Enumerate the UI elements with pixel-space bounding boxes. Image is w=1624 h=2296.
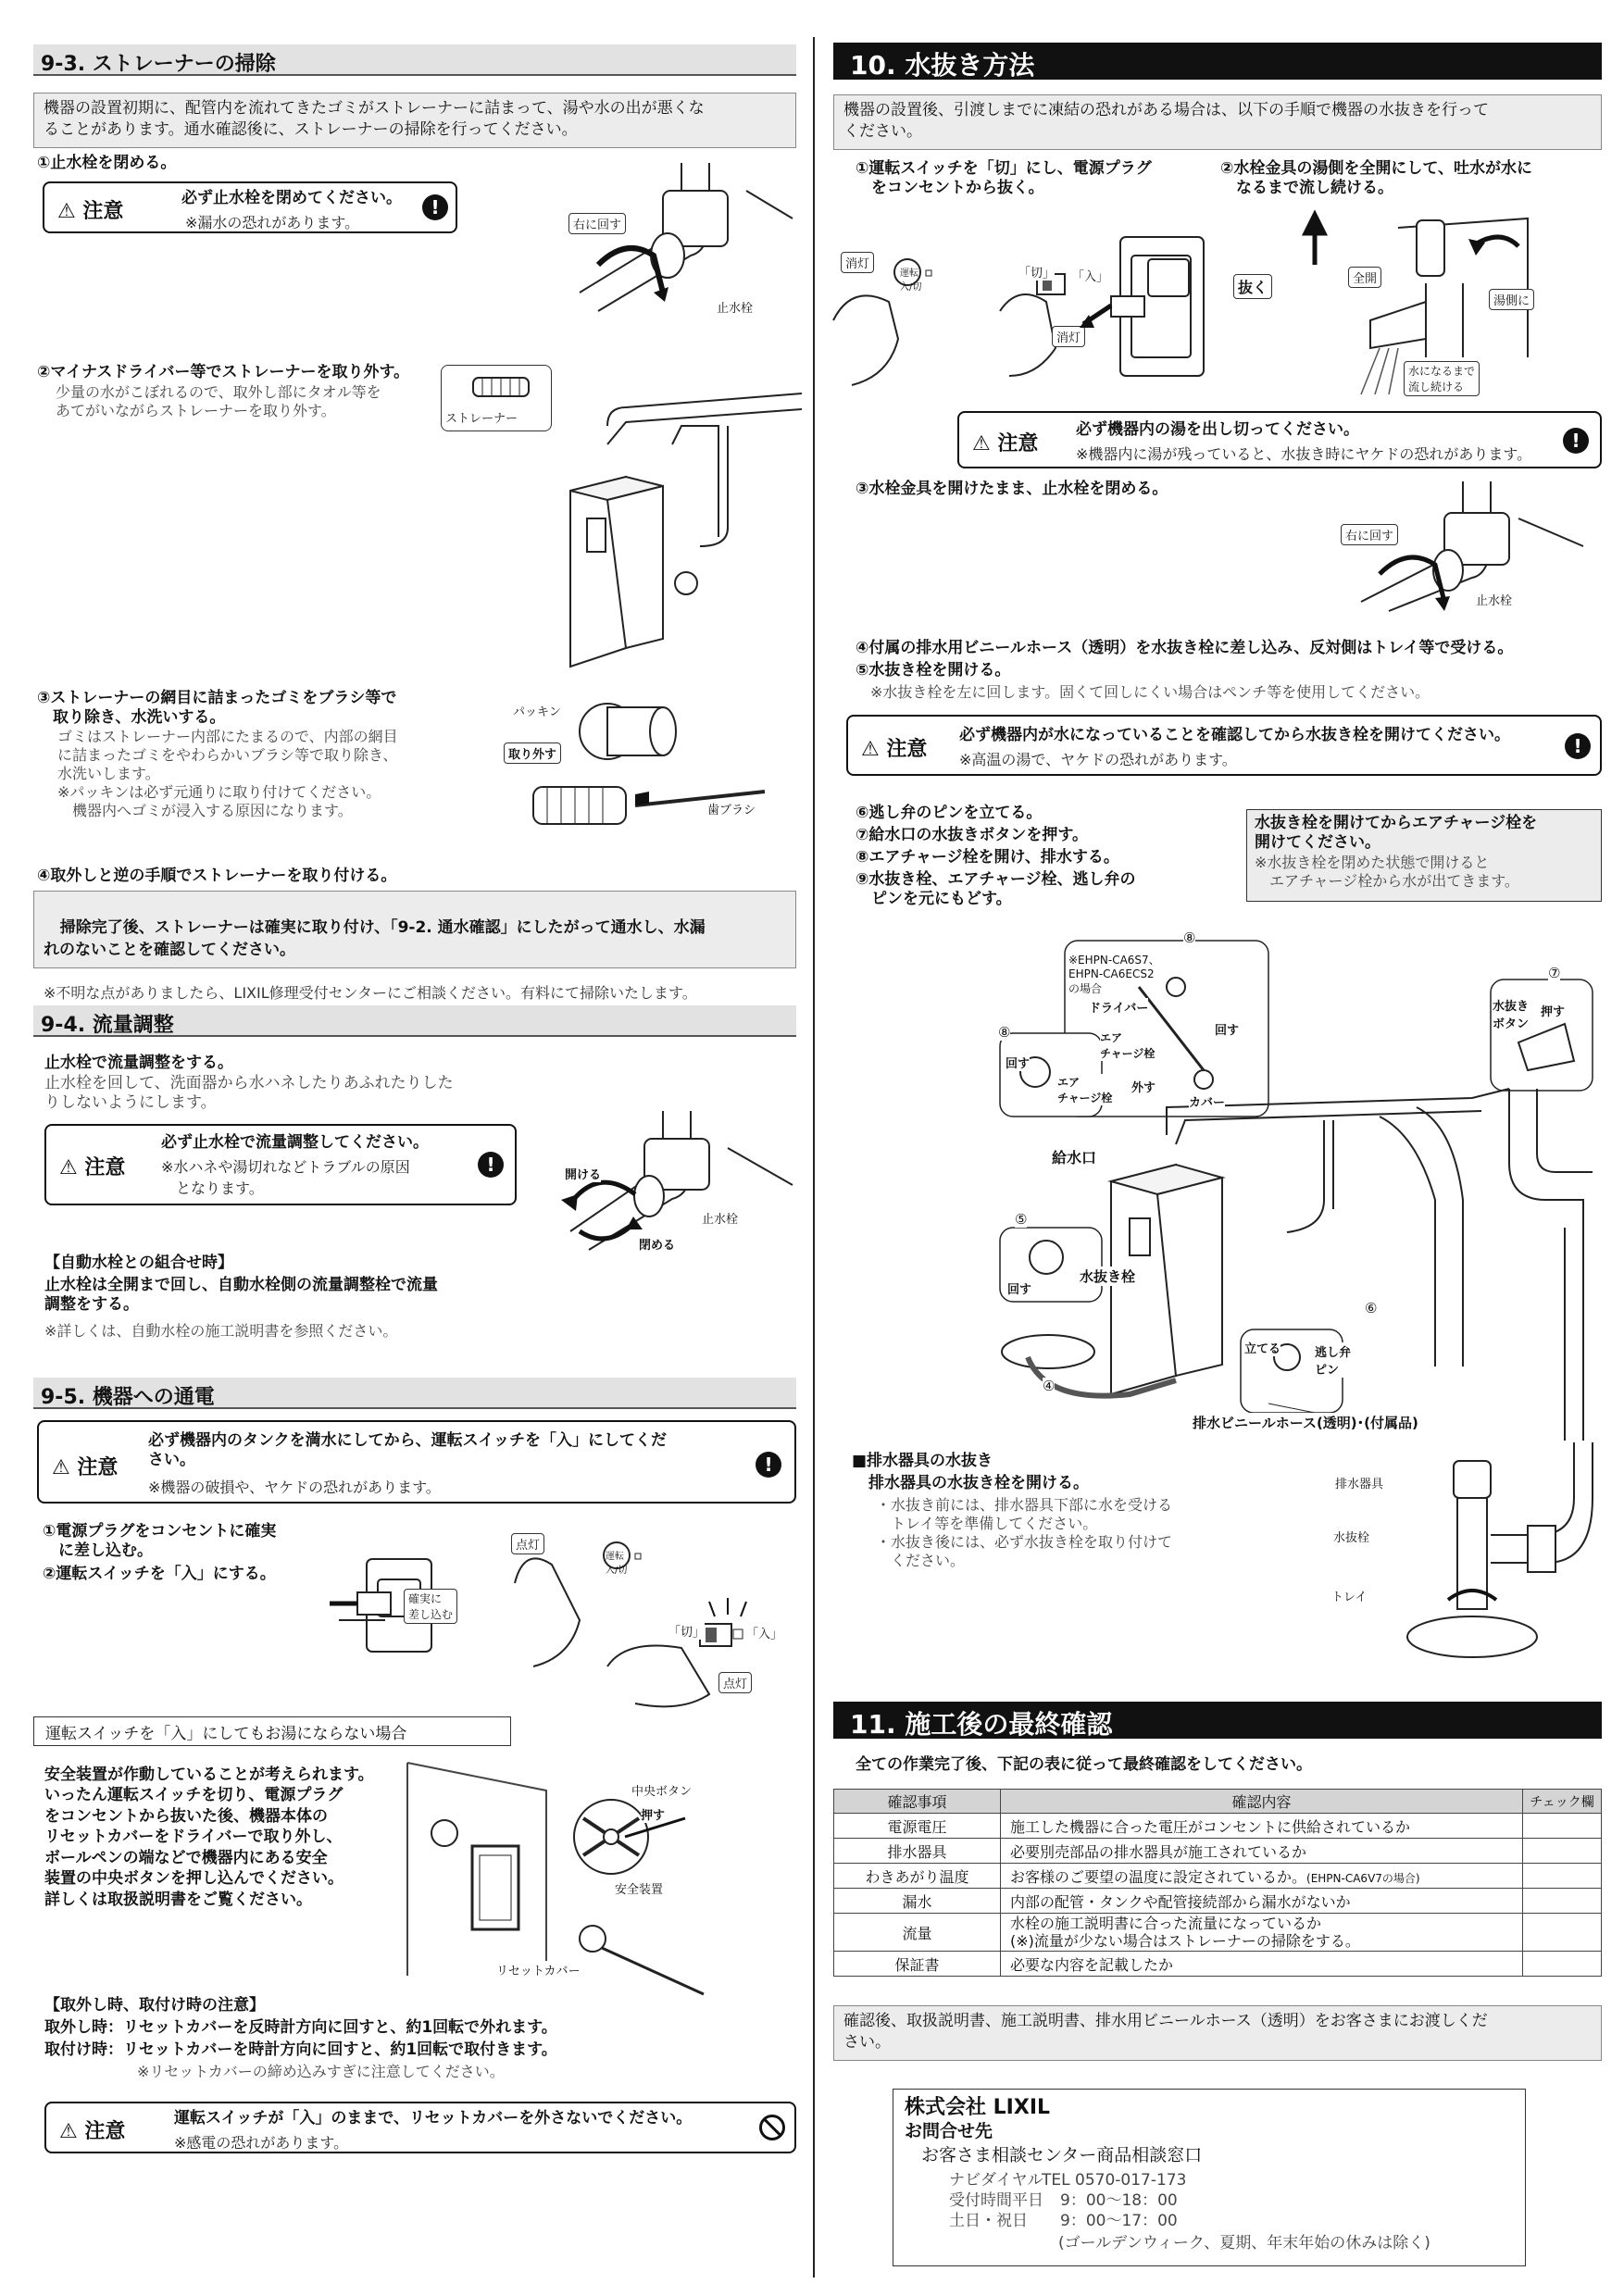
contact-box [893,2089,1526,2266]
step-clean-strainer-note: ゴミはストレーナー内部にたまるので、内部の網目 に詰まったゴミをやわらかいブラシ等で取り除き、 水洗いします。 ※パッキンは必ず元通りに取り付けてください。 機器内へゴミが浸入する原因になります。 [57,728,398,819]
caution-power [37,1420,796,1504]
on-label: 「入」 [1072,267,1108,284]
flow-adjust-note: 止水栓を回して、洗面器から水ハネしたりあふれたりした りしないようにします。 [44,1074,454,1113]
turn-right-label: 右に回す [568,213,626,234]
caution-label: ⚠ 注意 [972,432,1039,455]
caution-warning: 運転スイッチが「入」のままで、リセットカバーを外さないでください。 [174,2109,693,2128]
heater-unit-illustration [533,389,802,667]
drain-step-4: ④付属の排水用ビニールホース（透明）を水抜き栓に差し込み、反対側はトレイ等で受ける。 [856,639,1514,657]
lamp-off-label: 消灯 [841,252,874,273]
remove-note: 取外し時：リセットカバーを反時計方向に回すと、約1回転で外れます。 [44,2018,557,2037]
caution-label: ⚠ 注意 [861,738,928,761]
step-reinstall-strainer: ④取外しと逆の手順でストレーナーを取り付ける。 [37,867,397,885]
inquiry-label: お問合せ先 [905,2121,993,2141]
air-charge-notice: 水抜き栓を開けてからエアチャージ栓を 開けてください。 [1255,814,1538,853]
caution-note: ※水ハネや湯切れなどトラブルの原因 となります。 [161,1158,410,1197]
drain-step-2: ②水栓金具の湯側を全開にして、吐水が水に なるまで流し続ける。 [1220,159,1533,198]
diagram-marker-8b: ⑧ [998,1024,1011,1041]
check-item: わきあがり温度 [834,1864,1001,1889]
section-10-title: 10. 水抜き方法 [833,43,1602,80]
drain-fixture-step: 排水器具の水抜き栓を開ける。 [868,1474,1089,1492]
caution-note: ※感電の恐れがあります。 [174,2134,349,2152]
caution-label: ⚠ 注意 [52,1456,119,1479]
caution-label: ⚠ 注意 [59,2120,126,2143]
lamp-on-label-2: 点灯 [718,1672,752,1693]
final-check-table [833,1789,1602,1977]
drain-fixture-illustration [1352,1442,1593,1665]
step-remove-strainer-note: 少量の水がこぼれるので、取外し部にタオル等を あてがいながらストレーナーを取り外す。 [56,383,381,419]
exclamation-icon: ! [1563,428,1589,454]
reset-button-illustration [407,1763,796,1976]
diagram-marker-7: ⑦ [1548,965,1561,981]
section-9-3-intro: 機器の設置初期に、配管内を流れてきたゴミがストレーナーに詰まって、湯や水の出が悪くな ることがあります。通水確認後に、ストレーナーの掃除を行ってください。 [33,93,796,148]
hot-side-label: 湯側に [1489,289,1534,310]
insert-firmly-label: 確実に 差し込む [404,1589,457,1624]
step-close-valve: ①止水栓を閉める。 [37,154,177,172]
diagram-marker-5: ⑤ [1015,1211,1028,1228]
install-note: 取付け時：リセットカバーを時計方向に回すと、約1回転で取付きます。 [44,2040,557,2059]
diagram-marker-4: ④ [1043,1378,1056,1394]
check-content: 必要な内容を記載したか [1001,1952,1523,1977]
valve-label: 止水栓 [717,298,753,316]
section-10-intro: 機器の設置後、引渡しまでに凍結の恐れがある場合は、以下の手順で機器の水抜きを行って ください。 [833,94,1602,150]
strainer-cleaning-illustration [496,704,774,842]
column-divider [813,37,815,2277]
auto-faucet-note: ※詳しくは、自動水栓の施工説明書を参照ください。 [44,1322,398,1340]
check-content: 水栓の施工説明書に合った流量になっているか (※)流量が少ない場合はストレーナーの掃除をする。 [1001,1914,1523,1952]
cleaning-complete-text: 掃除完了後、ストレーナーは確実に取り付け、「9-2. 通水確認」にしたがって通水し、水漏 れのないことを確認してください。 [44,918,706,959]
warning-triangle-icon: ⚠ [59,1156,78,1179]
drain-fixture-label: 排水器具 [1335,1474,1383,1491]
table-row [834,1814,1602,1839]
section-11-title: 11. 施工後の最終確認 [833,1702,1602,1739]
caution-reset-cover [44,2102,796,2153]
diagram-marker-8a: ⑧ [1183,930,1196,946]
valve-close-illustration-2 [1333,481,1583,611]
remove-install-title: 【取外し時、取付け時の注意】 [44,1996,265,2015]
prohibited-icon [759,2115,785,2140]
check-content: 内部の配管・タンクや配管接続部から漏水がないか [1001,1889,1523,1914]
trouble-title: 運転スイッチを「入」にしてもお湯にならない場合 [33,1716,511,1746]
handover-note: 確認後、取扱説明書、施工説明書、排水用ビニールホース（透明）をお客さまにお渡しくだ さい。 [833,2005,1602,2061]
drain-plug-label-2: 水抜栓 [1333,1528,1369,1545]
table-row [834,1889,1602,1914]
tray-label: トレイ [1331,1587,1367,1604]
section-9-4-title: 9-4. 流量調整 [33,1005,796,1037]
caution-note: ※機器内に湯が残っていると、水抜き時にヤケドの恐れがあります。 [1076,445,1532,463]
turn-label-8a: 回す [1215,1020,1239,1038]
col-header-item: 確認事項 [834,1790,1001,1814]
drain-step-5: ⑤水抜き栓を開ける。 [856,661,1011,680]
air-charge-label-8b: エア チャージ栓 [1057,1076,1113,1104]
outlet-unplug-illustration [1111,231,1213,361]
warning-triangle-icon: ⚠ [52,1456,70,1479]
unplug-label: 抜く [1233,274,1272,299]
hours-weekend-label: 土日・祝日 [949,2212,1028,2230]
check-item: 漏水 [834,1889,1001,1914]
exclamation-icon: ! [478,1152,504,1178]
caution-flow-adjust [44,1124,517,1205]
holiday-note: (ゴールデンウィーク、夏期、年末年始の休みは除く) [1058,2234,1430,2252]
relief-pin-label: 逃し弁 ピン [1315,1342,1351,1378]
check-cell[interactable] [1523,1952,1602,1977]
consultation-center: お客さま相談センター商品相談窓口 [921,2145,1203,2165]
drain-step-8: ⑧エアチャージ栓を開け、排水する。 [856,848,1119,867]
lamp-on-label: 点灯 [511,1533,544,1554]
warning-triangle-icon: ⚠ [861,738,880,761]
caution-note: ※高温の湯で、ヤケドの恐れがあります。 [959,751,1237,768]
drain-step-3: ③水栓金具を開けたまま、止水栓を閉める。 [856,480,1168,498]
until-water-label: 水になるまで 流し続ける [1404,361,1480,396]
lamp-off-label-2: 消灯 [1052,326,1085,347]
caution-drain-plug [846,715,1602,776]
screwdriver-label: ドライバー [1089,998,1148,1016]
center-button-label: 中央ボタン [631,1781,692,1799]
air-charge-notice-note: ※水抜き栓を閉めた状態で開けると エアチャージ栓から水が出てきます。 [1255,853,1519,890]
check-content: 必要別売部品の排水器具が施工されているか [1001,1839,1523,1864]
trouble-text: 安全装置が作動していることが考えられます。 いったん運転スイッチを切り、電源プラグ をコンセントから抜いた後、機器本体の リセットカバーをドライバーで取り外し、 ボールペンの端などで機器内にある安全 装置の中央ボタンを押し込んでください。 詳しくは取扱説明書をご覧ください。 [44,1766,374,1909]
caution-note: ※漏水の恐れがあります。 [185,214,360,231]
section-9-5-title: 9-5. 機器への通電 [33,1378,796,1409]
section-11-intro: 全ての作業完了後、下記の表に従って最終確認をしてください。 [856,1755,1312,1774]
off-label: 「切」 [668,1622,705,1640]
drain-fixture-title: ■排水器具の水抜き [852,1452,993,1470]
on-label: 「入」 [746,1624,782,1641]
reset-cover-label: リセットカバー [496,1961,580,1978]
drain-step-6: ⑥逃し弁のピンを立てる。 [856,804,1043,822]
col-header-check: チェック欄 [1523,1790,1602,1814]
step-plug-in: ①電源プラグをコンセントに確実 に差し込む。 [43,1522,277,1561]
check-item: 保証書 [834,1952,1001,1977]
push-label-7: 押す [1541,1002,1565,1019]
valve-close-illustration [561,163,793,320]
valve-label: 止水栓 [702,1209,738,1227]
turn-right-label: 右に回す [1341,524,1398,545]
caution-note: ※機器の破損や、ヤケドの恐れがあります。 [148,1479,441,1496]
applicable-models-label: ※EHPN-CA6S7、 EHPN-CA6ECS2 の場合 [1068,954,1160,995]
table-row [834,1952,1602,1977]
close-label: 閉める [639,1235,675,1253]
navi-dial-label: ナビダイヤル [949,2171,1043,2190]
strainer-label: ストレーナー [445,408,518,426]
caution-warning: 必ず止水栓を閉めてください。 [181,189,402,207]
air-charge-notice-box [1246,809,1602,902]
check-item: 電源電圧 [834,1814,1001,1839]
drain-plug-label: 水抜き栓 [1080,1268,1136,1285]
overtighten-note: ※リセットカバーの締め込みすぎに注意してください。 [137,2063,505,2080]
auto-faucet-title: 【自動水栓との組合せ時】 [44,1254,233,1272]
drain-fixture-note: ・水抜き前には、排水器具下部に水を受ける トレイ等を準備してください。 ・水抜き後には、必ず水抜き栓を取り付けて ください。 [876,1496,1173,1569]
check-cell[interactable] [1523,1839,1602,1864]
drain-step-5-note: ※水抜き栓を左に回します。固くて回しにくい場合はペンチ等を使用してください。 [856,683,1430,701]
caution-warning: 必ず機器内が水になっていることを確認してから水抜き栓を開けてください。 [959,726,1510,744]
caution-warning: 必ず機器内の湯を出し切ってください。 [1076,420,1359,439]
drain-step-7: ⑦給水口の水抜きボタンを押す。 [856,826,1089,844]
switch-label: 運転 入/切 [606,1552,628,1576]
warning-triangle-icon: ⚠ [59,2120,78,2143]
hours-weekend: 9：00～17：00 [1060,2212,1178,2230]
caution-hot-water [957,411,1602,468]
off-label: 「切」 [1018,263,1055,281]
switch-label: 運転 入/切 [900,268,922,293]
caution-label: ⚠ 注意 [59,1156,126,1179]
warning-triangle-icon: ⚠ [57,200,76,223]
drain-step-1: ①運転スイッチを「切」にし、電源プラグ をコンセントから抜く。 [856,159,1152,198]
cleaning-complete-note: ※不明な点がありましたら、LIXIL修理受付センターにご相談ください。有料にて掃除いたします。 [44,983,697,1002]
check-item: 流量 [834,1914,1001,1952]
col-header-content: 確認内容 [1001,1790,1523,1814]
check-item: 排水器具 [834,1839,1001,1864]
navi-dial-tel: TEL 0570-017-173 [1042,2171,1187,2190]
check-cell[interactable] [1523,1864,1602,1889]
remove-label-8a: 外す [1131,1078,1156,1095]
turn-label-8b: 回す [1006,1054,1030,1071]
drain-step-9: ⑨水抜き栓、エアチャージ栓、逃し弁の ピンを元にもどす。 [856,870,1136,909]
check-cell[interactable] [1523,1814,1602,1839]
check-cell[interactable] [1523,1889,1602,1914]
full-open-label: 全開 [1348,267,1381,288]
step-switch-on: ②運転スイッチを「入」にする。 [43,1565,276,1583]
step-remove-strainer: ②マイナスドライバー等でストレーナーを取り外す。 [37,363,410,381]
air-charge-label-8a: エア チャージ栓 [1100,1031,1156,1060]
exclamation-icon: ! [756,1452,781,1478]
cover-label: カバー [1189,1092,1225,1110]
caution-label: ⚠ 注意 [57,200,124,223]
exclamation-icon: ! [422,194,448,220]
section-9-3-title: 9-3. ストレーナーの掃除 [33,44,796,76]
check-content: お客様のご要望の温度に設定されているか。(EHPN-CA6V7の場合) [1001,1864,1523,1889]
drain-button-label: 水抜き ボタン [1493,996,1529,1031]
water-inlet-label: 給水口 [1052,1146,1096,1167]
exclamation-icon: ! [1565,733,1591,759]
step-clean-strainer: ③ストレーナーの網目に詰まったゴミをブラシ等で 取り除き、水洗いする。 [37,689,397,728]
check-content: 施工した機器に合った電圧がコンセントに供給されているか [1001,1814,1523,1839]
valve-label: 止水栓 [1476,591,1512,608]
hours-weekday-label: 受付時間平日 [949,2191,1043,2210]
safety-device-label: 安全装置 [615,1879,663,1897]
remove-label: 取り外す [504,742,561,764]
caution-warning: 必ず止水栓で流量調整してください。 [161,1133,429,1152]
diagram-marker-6: ⑥ [1365,1300,1378,1316]
toothbrush-label: 歯ブラシ [707,800,756,817]
drain-hose-label: 排水ビニールホース(透明)･(付属品) [1193,1415,1418,1431]
packing-label: パッキン [513,702,561,719]
cleaning-complete-box [33,891,796,1002]
turn-label-5: 回す [1007,1279,1031,1297]
table-row [834,1914,1602,1952]
check-cell[interactable] [1523,1914,1602,1952]
table-row [834,1839,1602,1864]
flow-adjust-step: 止水栓で流量調整をする。 [44,1054,233,1072]
company-name: 株式会社 LIXIL [905,2096,1051,2119]
warning-triangle-icon: ⚠ [972,432,991,455]
stand-label: 立てる [1244,1339,1280,1356]
auto-faucet-text: 止水栓は全開まで回し、自動水栓側の流量調整栓で流量 調整をする。 [44,1276,438,1315]
table-row [834,1864,1602,1889]
open-label: 開ける [565,1165,601,1182]
caution-close-valve [43,181,457,233]
caution-warning: 必ず機器内のタンクを満水にしてから、運転スイッチを「入」にしてくだ さい。 [148,1431,667,1470]
push-label: 押す [641,1805,665,1823]
hours-weekday: 9：00～18：00 [1060,2191,1178,2210]
